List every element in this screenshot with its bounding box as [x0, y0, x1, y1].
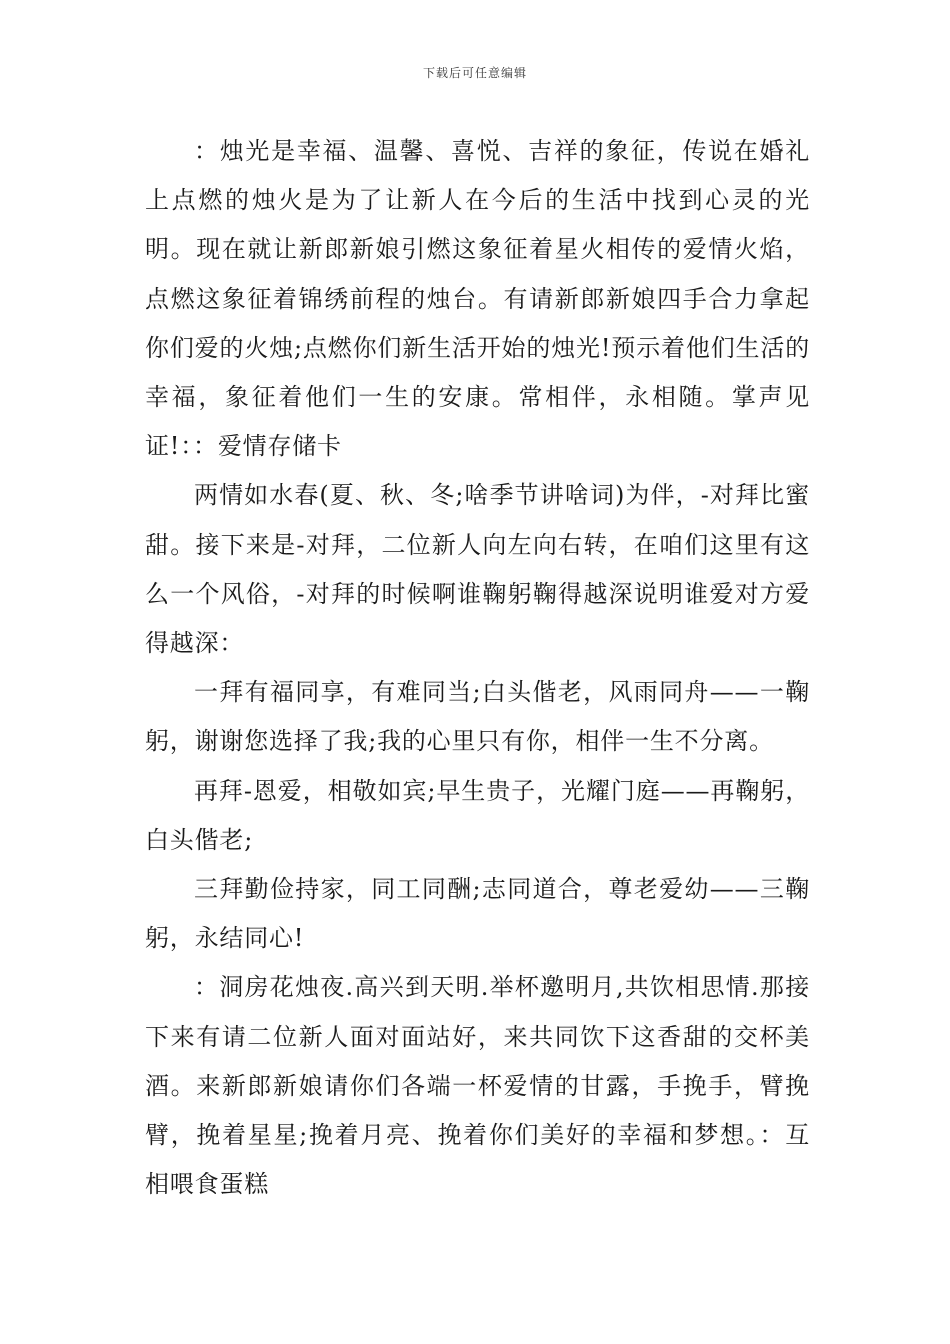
paragraph-cross-cup-wine: ：洞房花烛夜.高兴到天明.举杯邀明月,共饮相思情.那接下来有请二位新人面对面站好，来共同饮下这香甜的交杯美酒。来新郎新娘请你们各端一杯爱情的甘露，手挽手，臂挽臂，挽着星星;挽着月亮、挽着你们美好的幸福和梦想。：互相喂食蛋糕	[145, 973, 810, 1199]
paragraph-second-bow: 再拜-恩爱，相敬如宾;早生贵子，光耀门庭——再鞠躬，白头偕老;	[145, 776, 810, 854]
document-body	[145, 127, 810, 1209]
paragraph-third-bow: 三拜勤俭持家，同工同酬;志同道合，尊老爱幼——三鞠躬，永结同心!	[145, 875, 810, 953]
paragraph-candle-lighting: ：烛光是幸福、温馨、喜悦、吉祥的象征，传说在婚礼上点燃的烛火是为了让新人在今后的生活中找到心灵的光明。现在就让新郎新娘引燃这象征着星火相传的爱情火焰，点燃这象征着锦绣前程的烛台。有请新郎新娘四手合力拿起你们爱的火烛;点燃你们新生活开始的烛光!预示着他们生活的幸福，象征着他们一生的安康。常相伴，永相随。掌声见证!：：爱情存储卡	[145, 137, 810, 461]
paragraph-first-bow: 一拜有福同享，有难同当;白头偕老，风雨同舟——一鞠躬，谢谢您选择了我;我的心里只有你，相伴一生不分离。	[145, 678, 810, 756]
page-header: 下载后可任意编辑	[422, 66, 527, 80]
paragraph-mutual-bow: 两情如水春(夏、秋、冬;啥季节讲啥词)为伴，-对拜比蜜甜。接下来是-对拜，二位新人向左向右转，在咱们这里有这么一个风俗，-对拜的时候啊谁鞠躬鞠得越深说明谁爱对方爱得越深：	[145, 481, 810, 658]
